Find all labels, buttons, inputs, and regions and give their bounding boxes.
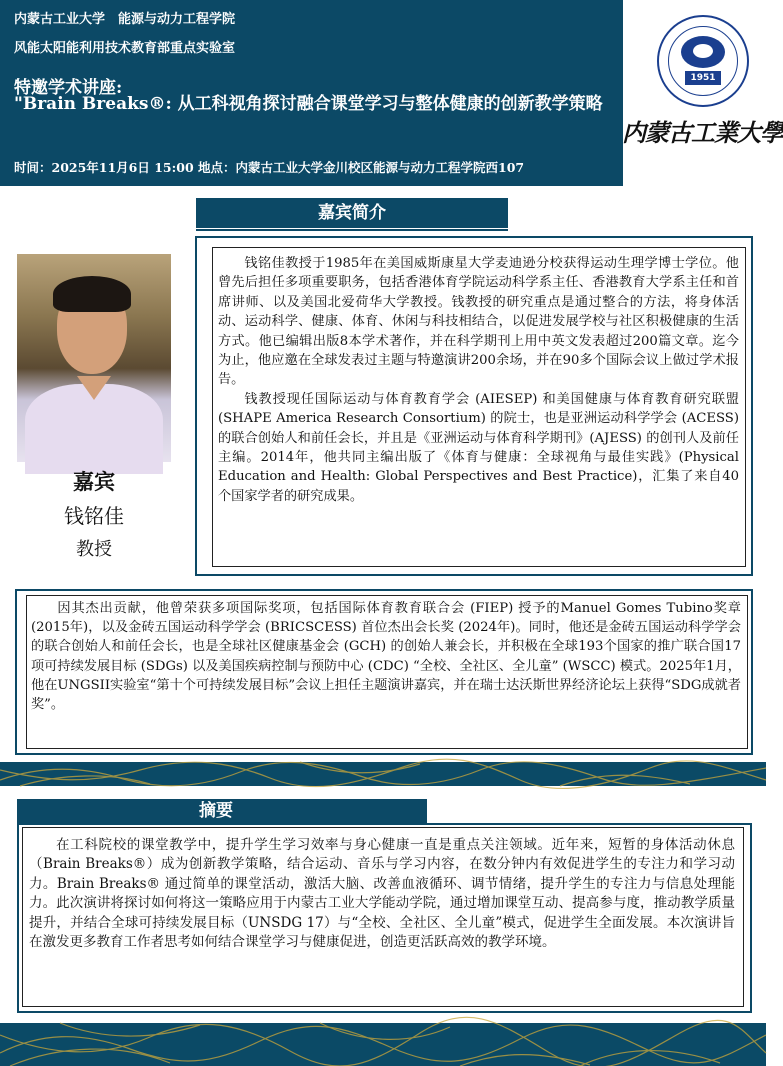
decorative-wave-band-top — [0, 762, 766, 786]
abstract-section-title: 摘要 — [17, 799, 427, 824]
university-school: 内蒙古工业大学 能源与动力工程学院 — [14, 12, 236, 27]
abstract-box — [22, 827, 744, 1007]
guest-section-title: 嘉宾简介 — [196, 198, 508, 228]
seal-year: 1951 — [685, 71, 721, 85]
abstract-text: 在工科院校的课堂教学中，提升学生学习效率与身心健康一直是重点关注领域。近年来，短暂的身体活动休息（Brain Breaks®）成为创新教学策略，结合运动、音乐与学习内容，在数分钟内有效促进学生的专注力和学习动力。Brain Breaks® 通过简单的课堂活动，激活大脑、改善血液循环、调节情绪，提升学生的专注力与信息处理能力。此次演讲将探讨如何将这一策略应用于内蒙古工业大学能动学院，通过增加课堂互动、提高参与度，推动教学质量提升，并结合全球可持续发展目标（UNSDG 17）与“全校、全社区、全儿童”模式，促进学生全面发展。本次演讲旨在激发更多教育工作者思考如何结合课堂学习与健康促进，创造更活跃高效的教学环境。 — [29, 837, 735, 951]
decorative-wave-band-bottom — [0, 1023, 766, 1066]
awards-box — [26, 595, 748, 749]
guest-name: 钱铭佳 — [64, 504, 124, 528]
guest-photo — [17, 254, 171, 462]
university-calligraphy-logo: 内蒙古工業大學 — [622, 118, 783, 147]
seal-emblem-icon — [681, 36, 725, 68]
lab-name: 风能太阳能利用技术教育部重点实验室 — [14, 41, 236, 56]
photo-hair — [53, 276, 131, 312]
awards-paragraph: 因其杰出贡献，他曾荣获多项国际奖项，包括国际体育教育联合会 (FIEP) 授予的Manuel Gomes Tubino奖章 (2015年)，以及金砖五国运动科学学会 (BRICSCESS) 首位杰出会长奖 (2024年)。同时，他还是金砖五国运动科学学会的联合创始人和前任会长，也是全球社区健康基金会 (GCH) 的创始人兼会长，并积极在全球193个国家的推广联合国17项可持续发展目标 (SDGs) 以及美国疾病控制与预防中心 (CDC) “全校、全社区、全儿童” (WSCC) 模式。2025年1月，他在UNGSII实验室“第十个可持续发展目标”会议上担任主题演讲嘉宾，并在瑞士达沃斯世界经济论坛上获得“SDG成就者奖”。 — [31, 601, 741, 713]
bio-paragraph-2: 钱教授现任国际运动与体育教育学会 (AIESEP) 和美国健康与体育教育研究联盟 (SHAPE America Research Consortium) 的院士，也是亚洲运动科学学会 (ACESS) 的联合创始人和前任会长，并且是《亚洲运动与体育科学期刊》(AJESS) 的创刊人及前任主编。2014年，他共同主编出版了《体育与健康：全球视角与最佳实践》(Physical Education and Health: Global Perspectives and Best Practice)，汇集了来自40个国家学者的研究成果。 — [218, 391, 739, 504]
bio-box — [212, 247, 746, 567]
header-banner — [0, 0, 623, 186]
bio-paragraph-1: 钱铭佳教授于1985年在美国威斯康星大学麦迪逊分校获得运动生理学博士学位。他曾先后担任多项重要职务，包括香港体育学院运动科学系主任、香港教育大学系主任和首席讲师、以及美国北爱荷华大学教授。钱教授的研究重点是通过整合的方法，将身体活动、运动科学、健康、体育、休闲与科技相结合，以促进发展学校与社区积极健康的生活方式。他已编辑出版8本学术著作，并在科学期刊上用中英文发表超过200篇文章。迄今为止，他应邀在全球发表过主题与特邀演讲200余场，并在90多个国际会议上做过学术报告。 — [218, 256, 739, 388]
guest-title: 教授 — [76, 539, 112, 560]
university-seal-logo — [657, 15, 749, 107]
lecture-label: 特邀学术讲座: — [14, 78, 123, 98]
wave-pattern-bottom — [0, 1023, 766, 1066]
guest-label: 嘉宾 — [73, 469, 115, 494]
wave-pattern — [0, 762, 766, 786]
lecture-title: "Brain Breaks®: 从工科视角探讨融合课堂学习与整体健康的创新教学策略 — [14, 94, 603, 114]
time-place: 时间：2025年11月6日 15:00 地点：内蒙古工业大学金川校区能源与动力工程学院西107 — [14, 160, 525, 175]
